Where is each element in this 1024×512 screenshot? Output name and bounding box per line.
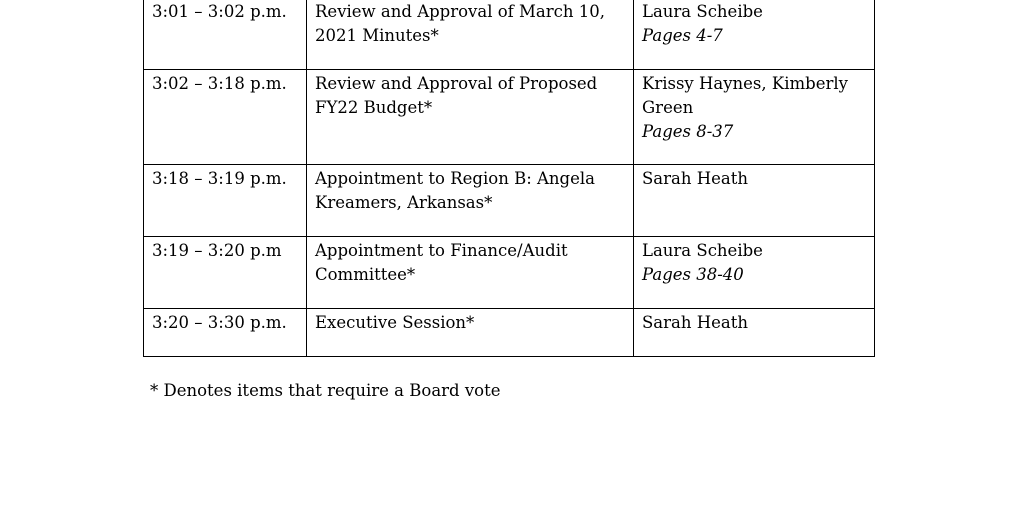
vote-footnote: * Denotes items that require a Board vote — [150, 381, 501, 400]
agenda-item-text: FY22 Budget* — [315, 98, 433, 117]
table-row — [144, 0, 875, 70]
time-text: 3:18 – 3:19 p.m. — [152, 169, 287, 188]
agenda-item-cell — [307, 237, 634, 309]
time-cell — [144, 237, 307, 309]
agenda-item-cell — [307, 70, 634, 165]
agenda-item-text: 2021 Minutes* — [315, 26, 439, 45]
time-cell — [144, 70, 307, 165]
time-cell — [144, 0, 307, 70]
presenter-text: Sarah Heath — [642, 169, 748, 188]
presenter-cell — [634, 0, 875, 70]
agenda-item-cell — [307, 0, 634, 70]
time-text: 3:01 – 3:02 p.m. — [152, 2, 287, 21]
time-cell — [144, 309, 307, 357]
time-cell — [144, 165, 307, 237]
presenter-text: Green — [642, 98, 694, 117]
agenda-item-text: Review and Approval of Proposed — [315, 74, 598, 93]
time-text: 3:19 – 3:20 p.m — [152, 241, 282, 260]
table-row — [144, 309, 875, 357]
presenter-cell — [634, 237, 875, 309]
presenter-text: Laura Scheibe — [642, 2, 763, 21]
agenda-table — [143, 0, 875, 357]
presenter-text: Laura Scheibe — [642, 241, 763, 260]
agenda-item-cell — [307, 309, 634, 357]
presenter-cell — [634, 165, 875, 237]
table-row — [144, 165, 875, 237]
presenter-cell — [634, 70, 875, 165]
table-row — [144, 70, 875, 165]
agenda-item-text: Kreamers, Arkansas* — [315, 193, 493, 212]
time-text: 3:20 – 3:30 p.m. — [152, 313, 287, 332]
presenter-text: Sarah Heath — [642, 313, 748, 332]
agenda-item-cell — [307, 165, 634, 237]
page-reference: Pages 8-37 — [642, 122, 734, 141]
page-reference: Pages 4-7 — [642, 26, 723, 45]
agenda-item-text: Appointment to Finance/Audit — [315, 241, 568, 260]
agenda-item-text: Review and Approval of March 10, — [315, 2, 605, 21]
agenda-item-text: Appointment to Region B: Angela — [315, 169, 595, 188]
presenter-text: Krissy Haynes, Kimberly — [642, 74, 848, 93]
agenda-item-text: Executive Session* — [315, 313, 475, 332]
table-row — [144, 237, 875, 309]
time-text: 3:02 – 3:18 p.m. — [152, 74, 287, 93]
presenter-cell — [634, 309, 875, 357]
page-reference: Pages 38-40 — [642, 265, 744, 284]
agenda-item-text: Committee* — [315, 265, 416, 284]
